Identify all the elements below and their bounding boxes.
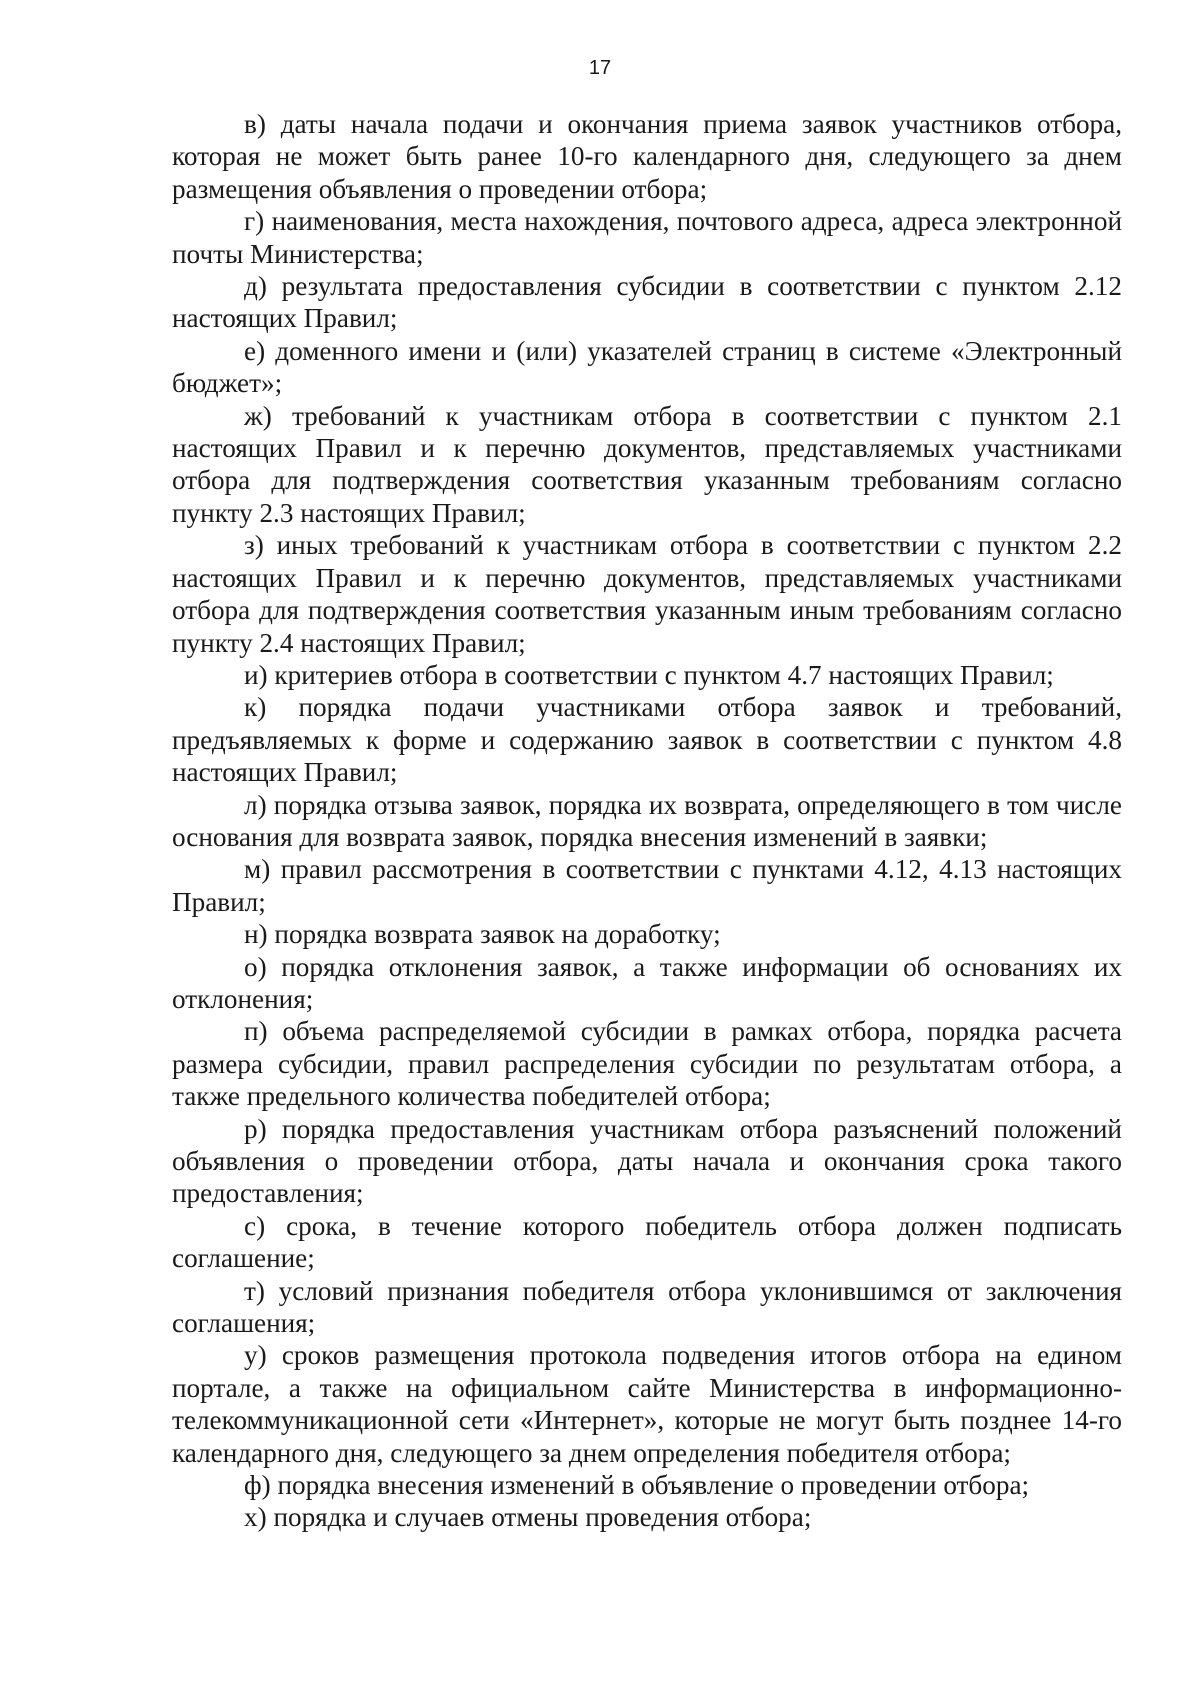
- paragraph-s: с) срока, в течение которого победитель отбора должен подписать соглашение;: [172, 1210, 1122, 1274]
- paragraph-v: в) даты начала подачи и окончания приема заявок участников отбора, которая не может быть ранее 10-го календарного дня, следующего за днем размещения объявления о проведении отбора;: [172, 109, 1122, 204]
- paragraph-t: т) условий признания победителя отбора уклонившимся от заключения соглашения;: [172, 1275, 1122, 1339]
- paragraph-l: л) порядка отзыва заявок, порядка их возврата, определяющего в том числе основания для возврата заявок, порядка внесения изменений в заявки;: [172, 789, 1122, 852]
- paragraph-n: н) порядка возврата заявок на доработку;: [244, 919, 721, 950]
- paragraph-p: п) объема распределяемой субсидии в рамках отбора, порядка расчета размера субсидии, правил распределения субсидии по результатам отбора, а также предельного количества победителей отбора;: [172, 1016, 1122, 1112]
- paragraph-kh: х) порядка и случаев отмены проведения отбора;: [244, 1502, 812, 1533]
- paragraph-d: д) результата предоставления субсидии в соответствии с пунктом 2.12 настоящих Правил;: [172, 271, 1122, 334]
- paragraph-m: м) правил рассмотрения в соответствии с пунктами 4.12, 4.13 настоящих Правил;: [172, 854, 1122, 917]
- paragraph-o: о) порядка отклонения заявок, а также информации об основаниях их отклонения;: [172, 951, 1122, 1014]
- paragraph-i: и) критериев отбора в соответствии с пунктом 4.7 настоящих Правил;: [244, 659, 1054, 690]
- paragraph-g: г) наименования, места нахождения, почтового адреса, адреса электронной почты Министерства;: [172, 206, 1122, 269]
- paragraph-r: р) порядка предоставления участникам отбора разъяснений положений объявления о проведении отбора, даты начала и окончания срока такого предоставления;: [172, 1113, 1122, 1209]
- paragraph-k: к) порядка подачи участниками отбора заявок и требований, предъявляемых к форме и содержанию заявок в соответствии с пунктом 4.8 настоящих Правил;: [172, 692, 1122, 788]
- paragraph-f: ф) порядка внесения изменений в объявление о проведении отбора;: [244, 1470, 1030, 1501]
- paragraph-z: з) иных требований к участникам отбора в соответствии с пунктом 2.2 настоящих Правил и к перечню документов, представляемых участниками отбора для подтверждения соответствия указанным иным требованиям согласно пункту 2.4 настоящих Правил;: [172, 530, 1122, 658]
- paragraph-u: у) сроков размещения протокола подведения итогов отбора на едином портале, а также на официальном сайте Министерства в информационно-телекоммуникационной сети «Интернет», которые не могут быть позднее 14-го календарного дня, следующего за днем определения победителя отбора;: [172, 1340, 1122, 1468]
- page-number: 17: [588, 57, 612, 79]
- paragraph-zh: ж) требований к участникам отбора в соответствии с пунктом 2.1 настоящих Правил и к перечню документов, представляемых участниками отбора для подтверждения соответствия указанным требованиям согласно пункту 2.3 настоящих Правил;: [172, 400, 1122, 528]
- paragraph-e: е) доменного имени и (или) указателей страниц в системе «Электронный бюджет»;: [172, 335, 1122, 399]
- document-body: [172, 108, 1122, 1534]
